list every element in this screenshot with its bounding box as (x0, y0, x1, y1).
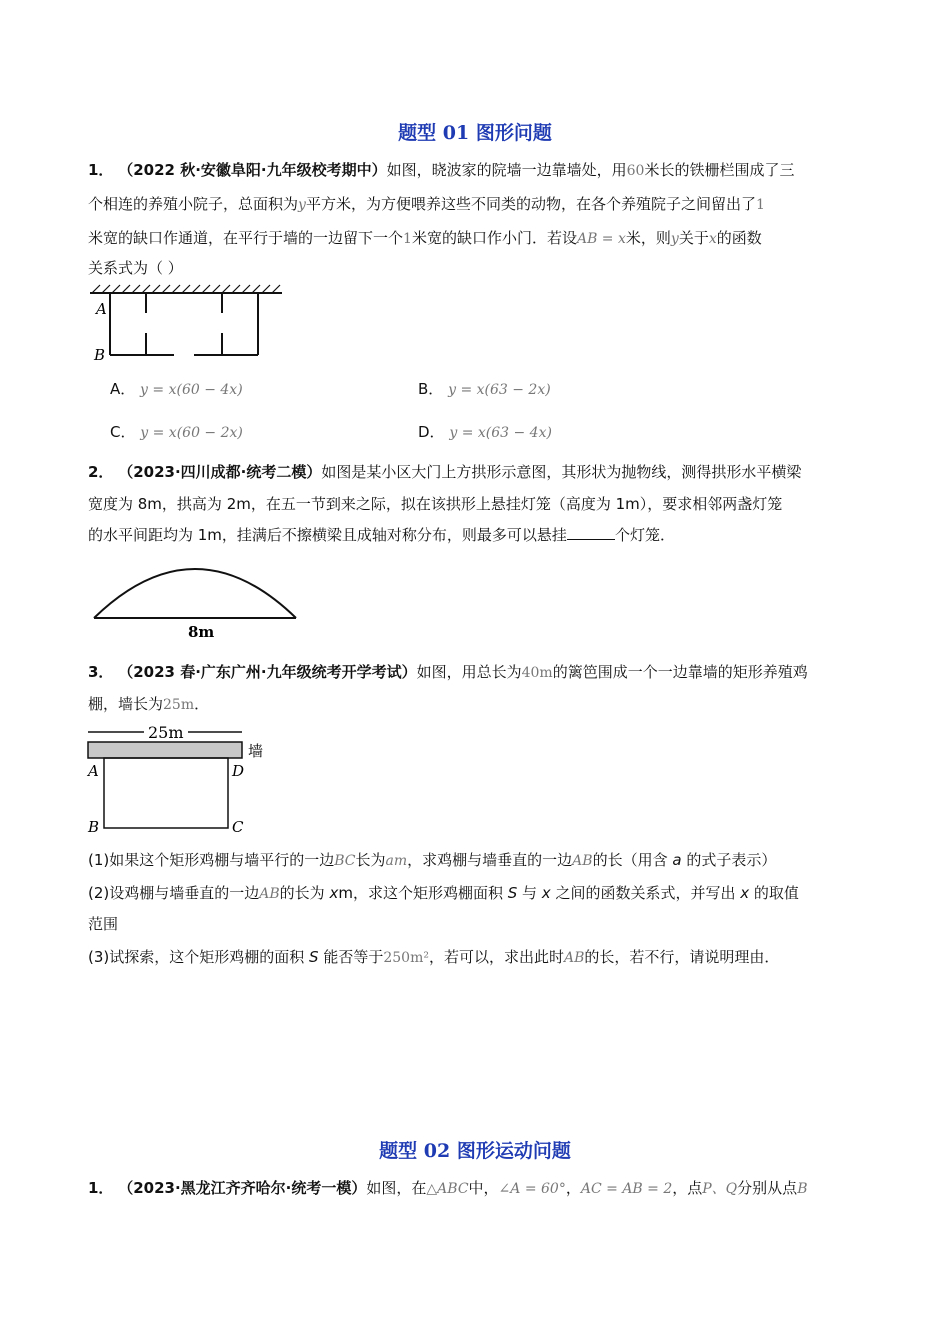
q1-option-b[interactable] (418, 379, 551, 400)
q3-text: 的式子表示） (681, 851, 777, 869)
q1-text: 如图，晓波家的院墙一边靠墙处，用 (386, 161, 627, 179)
q3-text: 与 (517, 884, 542, 902)
q3-math: AB (572, 853, 593, 869)
q1-text: 米宽的缺口作通道，在平行于墙的一边留下一个 (88, 229, 404, 247)
q3-line-2 (88, 694, 209, 715)
q2-line-2: 宽度为 8m，拱高为 2m，在五一节到来之际，拟在该拱形上悬挂灯笼（高度为 1m），要求相邻两盏灯笼 (88, 495, 783, 513)
q1-option-a[interactable] (110, 379, 243, 400)
q3-text: (3)试探索，这个矩形鸡棚的面积 (88, 948, 310, 966)
q3-text: (2)设鸡棚与墙垂直的一边 (88, 884, 260, 902)
q3-math: 25m (163, 697, 195, 713)
q3-math: am (385, 853, 408, 869)
option-label: C． (110, 423, 136, 441)
q2-source: （2023·四川成都·统考二模） (118, 463, 322, 481)
option-label: A． (110, 380, 136, 398)
q2-line-1 (88, 462, 801, 482)
q3-text: 的长（用含 (592, 851, 673, 869)
q1-text: 的函数 (716, 229, 762, 247)
q3-text: 的长，若不行，请说明理由． (584, 948, 780, 966)
q2-number: 2． (88, 463, 114, 481)
q1-math: y (670, 231, 679, 247)
q1-math: 1 (755, 197, 765, 213)
wall-rect (88, 742, 242, 758)
s2-q1-math: P、Q (702, 1181, 738, 1197)
q2-text: 如图是某小区大门上方拱形示意图，其形状为抛物线，测得拱形水平横梁 (321, 463, 802, 481)
q3-part-3 (88, 947, 779, 968)
q3-math: AB (563, 950, 585, 966)
q1-math: y (298, 197, 306, 213)
wall-label: 墙 (248, 742, 264, 760)
q3-text: 的长为 (279, 884, 330, 902)
q3-var: x (329, 884, 339, 902)
q3-text: (1)如果这个矩形鸡棚与墙平行的一边 (88, 851, 335, 869)
q1-source: （2022 秋·安徽阜阳·九年级校考期中） (118, 161, 387, 179)
q1-line-3 (88, 228, 762, 249)
arch-width-label: 8m (188, 623, 215, 640)
q1-math: x (708, 231, 717, 247)
fig3-label-d: D (232, 762, 245, 780)
q1-text: 米，则 (625, 229, 671, 247)
q3-text: 的取值 (749, 884, 799, 902)
q1-math: 60 (626, 163, 645, 179)
s2-q1-math: △ABC (426, 1181, 469, 1197)
q2-text: 的水平间距均为 1m，挂满后不擦横梁且成轴对称分布，则最多可以悬挂 (88, 526, 567, 544)
section-title-2: 题型 02 图形运动问题 (379, 1140, 571, 1162)
fig1-label-b: B (94, 346, 106, 363)
s2-q1-text: ， (565, 1179, 581, 1197)
arch-curve (94, 569, 296, 618)
fence-outline (110, 293, 258, 355)
q1-text: 米长的铁栅栏围成了三 (644, 161, 795, 179)
q3-text: 能否等于 (318, 948, 384, 966)
q3-line-1 (88, 662, 808, 683)
q3-part-2-cont: 范围 (88, 915, 119, 933)
q3-var: S (309, 948, 319, 966)
q1-text: 米宽的缺口作小门．若设 (411, 229, 577, 247)
s2-q1-math: B (797, 1181, 808, 1197)
option-expr: y = x(63 − 4x) (449, 425, 552, 441)
s2-q1-text: 中， (468, 1179, 499, 1197)
q1-text: 个相连的养殖小院子，总面积为 (88, 195, 299, 213)
q3-part-1 (88, 850, 776, 871)
s2-q1-number: 1． (88, 1179, 114, 1197)
q1-line-2 (88, 194, 765, 215)
q1-option-d[interactable] (418, 422, 552, 443)
q1-option-c[interactable] (110, 422, 243, 443)
q2-line-3 (88, 525, 675, 545)
fig1-label-a: A (96, 300, 107, 318)
q3-var: a (672, 851, 682, 869)
q3-math: 250m² (383, 950, 429, 966)
option-label: B． (418, 380, 444, 398)
s2-q1-math: ∠A = 60° (498, 1181, 566, 1197)
q1-number: 1． (88, 161, 114, 179)
fig3-label-b: B (88, 818, 100, 836)
q3-text: ，若可以，求出此时 (428, 948, 564, 966)
s2-q1-text: 如图，在 (366, 1179, 427, 1197)
option-label: D． (418, 423, 445, 441)
q3-var: S (507, 884, 518, 902)
q2-figure (88, 560, 308, 640)
coop-rect (104, 758, 228, 828)
option-expr: y = x(63 − 2x) (448, 382, 551, 398)
option-expr: y = x(60 − 4x) (140, 382, 243, 398)
q1-math: 1 (403, 231, 412, 247)
q2-text: 个灯笼． (614, 526, 675, 544)
q1-figure (88, 283, 288, 363)
q1-line-4: 关系式为（ ） (88, 259, 183, 277)
fig3-label-c: C (232, 818, 244, 836)
s2-q1-source: （2023·黑龙江齐齐哈尔·统考一模） (118, 1179, 367, 1197)
q3-number: 3． (88, 663, 114, 681)
q3-text: 之间的函数关系式，并写出 (550, 884, 741, 902)
q3-text: ． (194, 695, 210, 713)
q3-text: 的篱笆围成一个一边靠墙的矩形养殖鸡 (552, 663, 808, 681)
q3-text: ，求鸡棚与墙垂直的一边 (407, 851, 573, 869)
q3-math: BC (334, 853, 356, 869)
s2-q1-math: AC = AB = 2 (580, 1181, 673, 1197)
q1-text: 平方米，为方便喂养这些不同类的动物，在各个养殖院子之间留出了 (305, 195, 756, 213)
q3-source: （2023 春·广东广州·九年级统考开学考试） (118, 663, 417, 681)
fig3-label-a: A (88, 762, 99, 780)
q1-math: AB = x (576, 231, 626, 247)
s2-q1-text: ，点 (672, 1179, 703, 1197)
section-title-1: 题型 01 图形问题 (398, 122, 552, 144)
wall-hatch (90, 285, 282, 293)
option-expr: y = x(60 − 2x) (140, 425, 243, 441)
q3-text: 长为 (355, 851, 386, 869)
q3-figure (84, 718, 284, 838)
q3-var: x (740, 884, 750, 902)
wall-length-label: 25m (148, 723, 184, 742)
answer-blank[interactable] (567, 525, 615, 540)
q1-line-1 (88, 160, 794, 181)
s2-q1-line-1 (88, 1178, 807, 1199)
q3-var: x (541, 884, 551, 902)
q3-math: AB (259, 886, 280, 902)
q3-text: 如图，用总长为 (416, 663, 522, 681)
q1-text: 关于 (678, 229, 709, 247)
s2-q1-text: 分别从点 (737, 1179, 798, 1197)
q3-text: 棚，墙长为 (88, 695, 164, 713)
q3-part-2 (88, 883, 799, 904)
q3-text: m，求这个矩形鸡棚面积 (338, 884, 508, 902)
q3-math: 40m (521, 665, 553, 681)
